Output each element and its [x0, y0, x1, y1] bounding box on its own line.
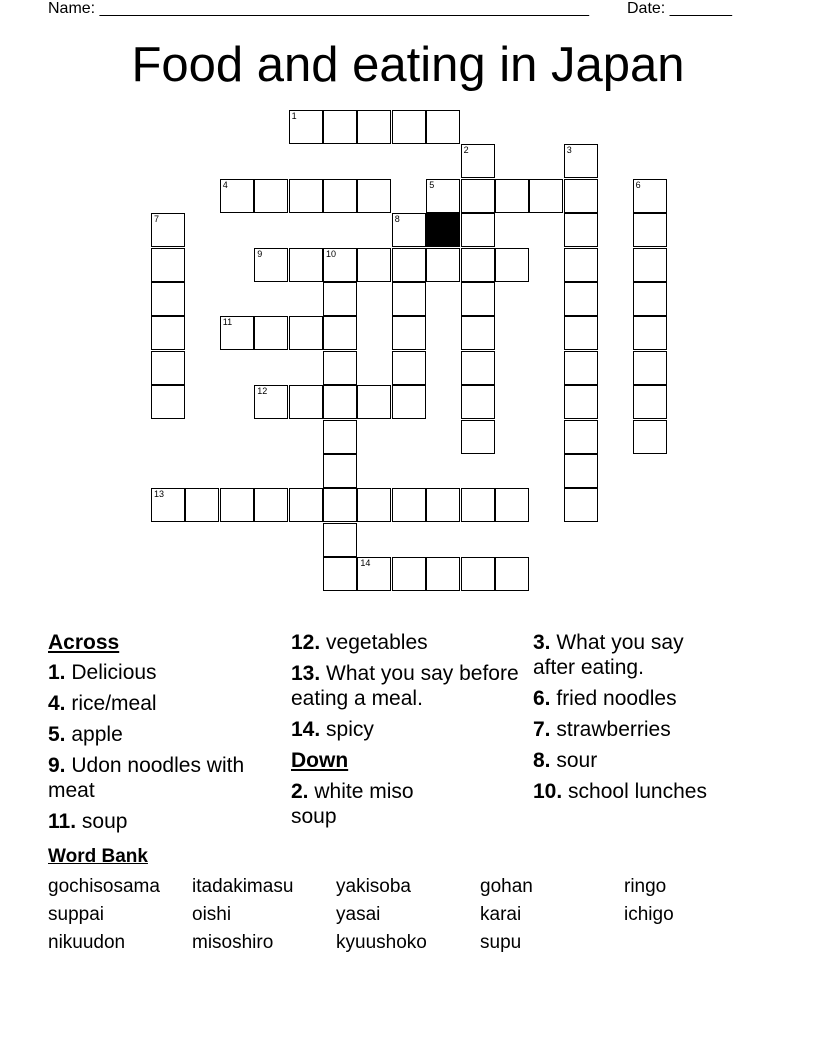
grid-cell[interactable]	[564, 213, 598, 247]
grid-cell[interactable]	[633, 179, 667, 213]
black-square	[426, 213, 460, 247]
grid-cell[interactable]	[564, 488, 598, 522]
word-bank-title: Word Bank	[48, 846, 148, 867]
grid-cell[interactable]	[426, 248, 460, 282]
word-bank-word: yasai	[336, 904, 381, 925]
grid-cell[interactable]	[254, 385, 288, 419]
grid-cell[interactable]	[392, 110, 426, 144]
clue-across-14: 14. spicy	[291, 718, 374, 741]
grid-cell[interactable]	[151, 488, 185, 522]
clue-number: 3	[566, 145, 572, 156]
word-bank-word: karai	[480, 904, 522, 925]
grid-cell[interactable]	[254, 316, 288, 350]
grid-cell[interactable]	[564, 179, 598, 213]
clue-down-7: 7. strawberries	[533, 718, 671, 741]
grid-cell[interactable]	[289, 385, 323, 419]
grid-cell[interactable]	[461, 557, 495, 591]
grid-cell[interactable]	[633, 213, 667, 247]
name-line: Name: _______________________________________________________	[48, 0, 589, 17]
grid-cell[interactable]	[357, 385, 391, 419]
grid-cell[interactable]	[564, 248, 598, 282]
grid-cell[interactable]	[633, 316, 667, 350]
grid-cell[interactable]	[357, 557, 391, 591]
grid-cell[interactable]	[495, 179, 529, 213]
clue-number: 2	[463, 145, 469, 156]
grid-cell[interactable]	[323, 282, 357, 316]
clue-down-3: 3. What you say after eating.	[533, 631, 684, 679]
word-bank-word: gohan	[480, 876, 533, 897]
clue-number: 7	[154, 214, 160, 225]
clue-down-6: 6. fried noodles	[533, 687, 677, 710]
grid-cell[interactable]	[461, 213, 495, 247]
word-bank-word: misoshiro	[192, 932, 274, 953]
grid-cell[interactable]	[529, 179, 563, 213]
grid-cell[interactable]	[357, 179, 391, 213]
grid-cell[interactable]	[426, 110, 460, 144]
grid-cell[interactable]	[289, 316, 323, 350]
grid-cell[interactable]	[151, 248, 185, 282]
grid-cell[interactable]	[392, 248, 426, 282]
grid-cell[interactable]	[461, 351, 495, 385]
grid-cell[interactable]	[254, 179, 288, 213]
clue-column-3	[533, 630, 773, 810]
grid-cell[interactable]	[426, 557, 460, 591]
grid-cell[interactable]	[323, 316, 357, 350]
grid-cell[interactable]	[151, 351, 185, 385]
grid-cell[interactable]	[323, 557, 357, 591]
clue-number: 14	[360, 558, 371, 569]
grid-cell[interactable]	[564, 351, 598, 385]
grid-cell[interactable]	[392, 316, 426, 350]
word-bank-word: kyuushoko	[336, 932, 427, 953]
grid-cell[interactable]	[151, 282, 185, 316]
grid-cell[interactable]	[495, 557, 529, 591]
clue-down-2: 2. white miso soup	[291, 780, 414, 828]
grid-cell[interactable]	[461, 144, 495, 178]
grid-cell[interactable]	[495, 248, 529, 282]
grid-cell[interactable]	[564, 454, 598, 488]
word-bank-word: suppai	[48, 904, 104, 925]
clue-number: 1	[291, 111, 297, 121]
clue-column-1	[48, 630, 288, 840]
clue-across-13: 13. What you say before eating a meal.	[291, 662, 519, 710]
clue-number: 5	[429, 179, 435, 190]
word-bank-word: ringo	[624, 876, 667, 897]
grid-cell[interactable]	[564, 316, 598, 350]
date-line: Date: _______	[627, 0, 732, 17]
word-bank-word: ichigo	[624, 904, 674, 925]
clue-across-12: 12. vegetables	[291, 631, 428, 654]
grid-cell[interactable]	[495, 488, 529, 522]
grid-cell[interactable]	[633, 248, 667, 282]
grid-cell[interactable]	[564, 385, 598, 419]
grid-cell[interactable]	[323, 488, 357, 522]
grid-cell[interactable]	[220, 179, 254, 213]
grid-cell[interactable]	[254, 488, 288, 522]
grid-cell[interactable]	[461, 316, 495, 350]
grid-cell[interactable]	[633, 385, 667, 419]
clue-across-5: 5. apple	[48, 723, 123, 746]
grid-cell[interactable]	[254, 248, 288, 282]
grid-cell[interactable]	[392, 557, 426, 591]
grid-cell[interactable]	[323, 523, 357, 557]
clue-number: 8	[394, 214, 400, 225]
grid-cell[interactable]	[289, 488, 323, 522]
grid-cell[interactable]	[461, 282, 495, 316]
clue-number: 4	[222, 179, 228, 190]
grid-cell[interactable]	[323, 385, 357, 419]
grid-cell[interactable]	[151, 316, 185, 350]
clue-number: 9	[257, 248, 263, 259]
grid-cell[interactable]	[323, 179, 357, 213]
clue-number: 10	[326, 248, 337, 259]
grid-cell[interactable]	[185, 488, 219, 522]
grid-cell[interactable]	[220, 316, 254, 350]
grid-cell[interactable]	[289, 179, 323, 213]
grid-cell[interactable]	[151, 213, 185, 247]
grid-cell[interactable]	[151, 385, 185, 419]
grid-cell[interactable]	[564, 282, 598, 316]
clue-down-10: 10. school lunches	[533, 780, 707, 803]
page-title: Food and eating in Japan	[131, 38, 685, 92]
clue-across-9: 9. Udon noodles with meat	[48, 754, 245, 802]
grid-cell[interactable]	[461, 248, 495, 282]
clue-number: 12	[257, 386, 268, 397]
word-bank-word: yakisoba	[336, 876, 411, 897]
grid-cell[interactable]	[564, 144, 598, 178]
grid-cell[interactable]	[357, 488, 391, 522]
grid-cell[interactable]	[323, 110, 357, 144]
grid-cell[interactable]	[220, 488, 254, 522]
grid-cell[interactable]	[564, 420, 598, 454]
across-heading: Across	[48, 631, 120, 654]
grid-cell[interactable]	[392, 385, 426, 419]
clue-across-1: 1. Delicious	[48, 661, 157, 684]
grid-cell[interactable]	[461, 179, 495, 213]
grid-cell[interactable]	[426, 179, 460, 213]
clue-across-4: 4. rice/meal	[48, 692, 157, 715]
clue-number: 11	[222, 317, 233, 328]
grid-cell[interactable]	[392, 351, 426, 385]
word-bank-word: oishi	[192, 904, 232, 925]
grid-cell[interactable]	[289, 110, 323, 144]
grid-cell[interactable]	[323, 420, 357, 454]
grid-cell[interactable]	[392, 282, 426, 316]
grid-cell[interactable]	[461, 420, 495, 454]
word-bank-word: nikuudon	[48, 932, 126, 953]
grid-cell[interactable]	[357, 248, 391, 282]
grid-cell[interactable]	[426, 488, 460, 522]
grid-cell[interactable]	[461, 488, 495, 522]
grid-cell[interactable]	[357, 110, 391, 144]
grid-cell[interactable]	[633, 282, 667, 316]
grid-cell[interactable]	[323, 248, 357, 282]
clue-down-8: 8. sour	[533, 749, 598, 772]
grid-cell[interactable]	[633, 351, 667, 385]
clue-across-11: 11. soup	[48, 810, 128, 833]
clue-number: 6	[635, 179, 641, 190]
clue-column-2	[291, 630, 531, 835]
grid-cell[interactable]	[392, 488, 426, 522]
clue-number: 13	[154, 489, 165, 500]
grid-cell[interactable]	[633, 420, 667, 454]
word-bank-word: gochisosama	[48, 876, 160, 897]
grid-cell[interactable]	[461, 385, 495, 419]
grid-cell[interactable]	[323, 454, 357, 488]
grid-cell[interactable]	[289, 248, 323, 282]
grid-cell[interactable]	[323, 351, 357, 385]
grid-cell[interactable]	[392, 213, 426, 247]
word-bank-word: supu	[480, 932, 522, 953]
word-bank-word: itadakimasu	[192, 876, 294, 897]
down-heading: Down	[291, 749, 349, 772]
